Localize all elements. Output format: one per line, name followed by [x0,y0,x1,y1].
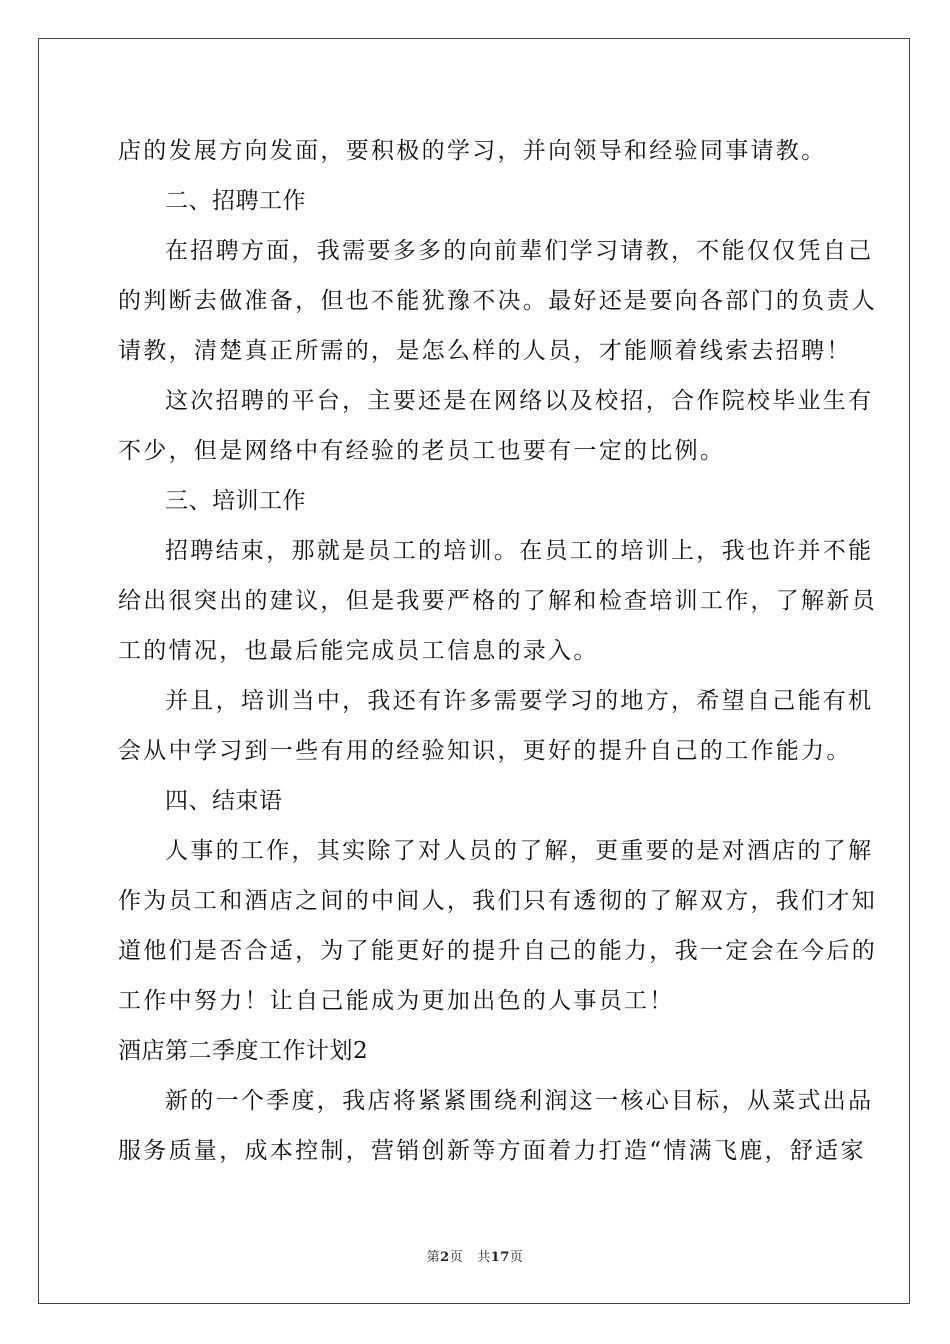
text-line: 给出很突出的建议，但是我要严格的了解和检查培训工作，了解新员 [118,588,877,614]
text-line: 的判断去做准备，但也不能犹豫不决。最好还是要向各部门的负责人 [118,288,877,314]
page-number: 2 [440,1250,450,1265]
total-suffix: 页 [509,1250,524,1265]
total-prefix: 共 [477,1250,491,1265]
text-line: 并且，培训当中，我还有许多需要学习的地方，希望自己能有机 [165,688,874,714]
text-line: 人事的工作，其实除了对人员的了解，更重要的是对酒店的了解 [165,838,874,864]
text-line: 招聘结束，那就是员工的培训。在员工的培训上，我也许并不能 [165,538,874,564]
text-line: 工作中努力！让自己能成为更加出色的人事员工！ [118,988,675,1014]
page-suffix: 页 [449,1250,464,1265]
section-heading: 二、招聘工作 [165,188,306,214]
section-heading: 三、培训工作 [165,488,306,514]
total-pages: 17 [490,1250,510,1265]
text-line: 不少，但是网络中有经验的老员工也要有一定的比例。 [118,438,726,464]
text-line: 店的发展方向发面，要积极的学习，并向领导和经验同事请教。 [118,138,827,164]
text-line: 作为员工和酒店之间的中间人，我们只有透彻的了解双方，我们才知 [118,888,877,914]
text-line: 在招聘方面，我需要多多的向前辈们学习请教，不能仅仅凭自己 [165,238,874,264]
page-prefix: 第 [426,1250,441,1265]
text-line: 服务质量，成本控制，营销创新等方面着力打造“情满飞鹿，舒适家 [118,1138,866,1164]
text-line: 请教，清楚真正所需的，是怎么样的人员，才能顺着线索去招聘！ [118,338,852,364]
text-line: 新的一个季度，我店将紧紧围绕利润这一核心目标，从菜式出品 [165,1088,874,1114]
section-heading: 四、结束语 [165,788,283,814]
document-body [118,126,877,1176]
text-line: 道他们是否合适，为了能更好的提升自己的能力，我一定会在今后的 [118,938,877,964]
text-line: 这次招聘的平台，主要还是在网络以及校招，合作院校毕业生有 [165,388,874,414]
document-title: 酒店第二季度工作计划2 [118,1038,369,1064]
text-line: 工的情况，也最后能完成员工信息的录入。 [118,638,599,664]
text-line: 会从中学习到一些有用的经验知识，更好的提升自己的工作能力。 [118,738,852,764]
page-footer [0,1246,950,1265]
